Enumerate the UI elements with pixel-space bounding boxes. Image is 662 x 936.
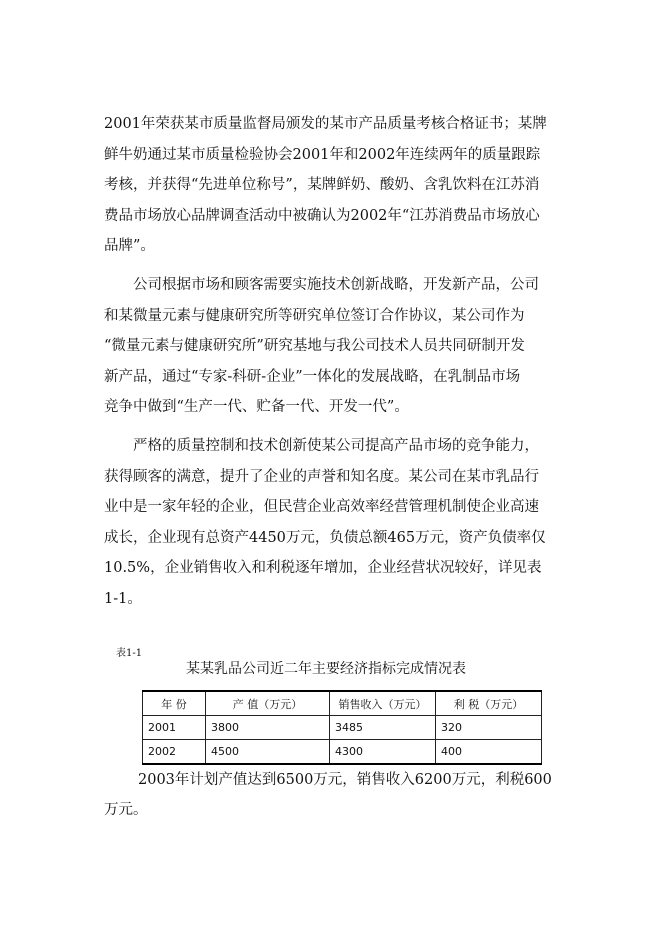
table-header-row (143, 691, 542, 716)
cell-sales: 4300 (330, 740, 436, 765)
paragraph-growth (104, 431, 582, 614)
paragraph-awards (104, 109, 582, 262)
cell-output: 3800 (206, 716, 330, 740)
text-line: 考核，并获得“先进单位称号”，某牌鲜奶、酸奶、含乳饮料在江苏消 (104, 177, 540, 193)
text-line: 公司根据市场和顾客需要实施技术创新战略，开发新产品，公司 (133, 277, 539, 293)
text-line: 和某微量元素与健康研究所等研究单位签订合作协议，某公司作为 (104, 307, 525, 324)
cell-tax: 320 (436, 716, 542, 740)
text-line: 竞争中做到“生产一代、贮备一代、开发一代”。 (104, 399, 409, 415)
text-line: 业中是一家年轻的企业，但民营企业高效率经营管理机制使企业高速 (104, 499, 539, 515)
cell-year: 2002 (143, 740, 206, 765)
text-line: 新产品，通过“专家-科研-企业”一体化的发展战略，在乳制品市场 (104, 368, 521, 385)
table-row (143, 716, 542, 740)
text-line: 品牌”。 (104, 238, 155, 254)
text-line: 10.5%，企业销售收入和利税逐年增加，企业经营状况较好，详见表 (104, 560, 542, 576)
header-sales: 销售收入（万元） (330, 691, 436, 716)
text-line: 费品市场放心品牌调查活动中被确认为2002年“江苏消费品市场放心 (104, 207, 540, 224)
cell-tax: 400 (436, 740, 542, 765)
table-row (143, 740, 542, 765)
text-line: 万元。 (104, 802, 148, 818)
header-year: 年 份 (143, 691, 206, 716)
table-label: 表1-1 (116, 648, 143, 659)
paragraph-plan-2003 (104, 765, 582, 825)
cell-sales: 3485 (330, 716, 436, 740)
text-line: 2003年计划产值达到6500万元，销售收入6200万元，利税600 (138, 772, 552, 788)
paragraph-innovation (104, 270, 582, 423)
cell-output: 4500 (206, 740, 330, 765)
header-output: 产 值（万元） (206, 691, 330, 716)
economic-indicators-table (142, 690, 542, 765)
text-line: 1-1。 (104, 590, 142, 607)
text-line: 成长，企业现有总资产4450万元，负债总额465万元，资产负债率仅 (104, 529, 546, 546)
table-title: 某某乳品公司近二年主要经济指标完成情况表 (186, 661, 466, 677)
text-line: 鲜牛奶通过某市质量检验协会2001年和2002年连续两年的质量跟踪 (104, 146, 541, 163)
text-line: 获得顾客的满意，提升了企业的声誉和知名度。某公司在某市乳品行 (104, 468, 539, 485)
cell-year: 2001 (143, 716, 206, 740)
text-line: 2001年荣获某市质量监督局颁发的某市产品质量考核合格证书；某牌 (104, 116, 547, 132)
text-line: 严格的质量控制和技术创新使某公司提高产品市场的竞争能力， (133, 438, 539, 454)
header-tax: 利 税（万元） (436, 691, 542, 716)
text-line: “微量元素与健康研究所”研究基地与我公司技术人员共同研制开发 (104, 338, 525, 354)
